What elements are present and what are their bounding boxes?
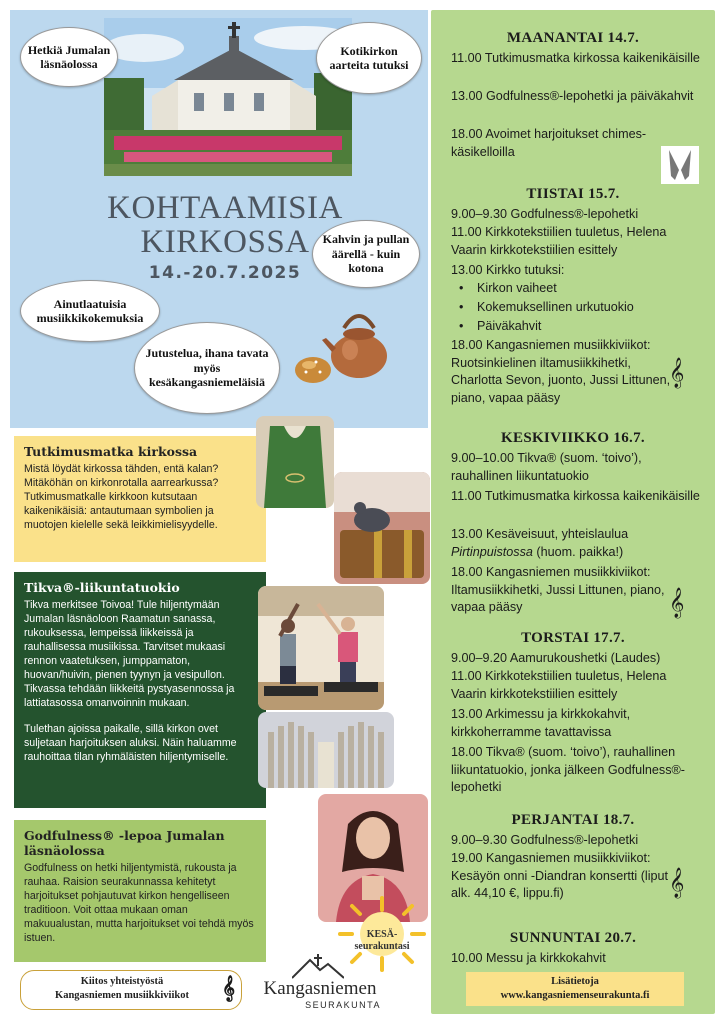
event-item: 13.00 Kesäveisuut, yhteislaulua (451, 527, 629, 541)
music-clef-icon: 𝄞 (221, 976, 235, 1001)
day-heading-friday: PERJANTAI 18.7. (511, 812, 635, 828)
handbells-icon (661, 146, 699, 184)
cloud-text: Kahvin ja pullan äärellä - kuin kotona (322, 232, 410, 276)
day-heading-tuesday: TIISTAI 15.7. (526, 186, 620, 202)
event-item: 9.00–9.30 Godfulness®-lepohetki (451, 207, 639, 221)
event-item: 19.00 Kangasniemen musiikkiviikot: Kesäyön onni -Diandran konsertti (liput alk. 44,10 €, lippu.fi) (451, 851, 669, 901)
cloud-bubble (134, 322, 280, 414)
organ-photo (258, 712, 394, 788)
seurakunta-logo-sub: SEURAKUNTA (305, 1000, 381, 1010)
box-tutkimusmatka (14, 436, 266, 562)
event-item: 11.00 Kirkkotekstiilien tuuletus, Helena Vaarin kirkkotekstiilien esittely (451, 225, 667, 257)
event-item-location (451, 544, 701, 562)
music-clef-icon: 𝄞 (669, 588, 685, 618)
event-item: 18.00 Tikva® (suom. ‘toivo’), rauhallinen liikuntatuokio, jonka jälkeen Godfulness®-lepohetki (451, 745, 685, 795)
event-item: 11.00 Kirkkotekstiilien tuuletus, Helena Vaarin kirkkotekstiilien esittely (451, 669, 667, 701)
coffee-pot-image (322, 300, 396, 380)
event-item: 9.00–9.30 Godfulness®-lepohetki (451, 833, 639, 847)
schedule-panel (431, 10, 715, 1014)
bun-image (294, 352, 332, 384)
box-title: Tikva®-liikuntatuokio (24, 580, 180, 595)
bullet-text: • Päiväkahvit (477, 319, 542, 333)
event-item: 9.00–10.00 Tikva® (suom. ‘toivo’), rauhallinen liikuntatuokio (451, 451, 642, 483)
event-item: 9.00–9.20 Aamurukoushetki (Laudes) (451, 651, 661, 665)
tikva-exercise-photo (258, 586, 384, 710)
church-photo (104, 18, 352, 176)
day-heading-wednesday: KESKIVIIKKO 16.7. (501, 430, 645, 446)
event-item: 11.00 Tutkimusmatka kirkossa kaikenikäisille (451, 489, 700, 503)
cloud-text: Jutustelua, ihana tavata myös kesäkangasniemeläisiä (145, 346, 269, 390)
bullet-text: • Kirkon vaiheet (477, 281, 557, 295)
event-location-italic: Pirtinpuistossa (451, 545, 533, 559)
sun-line2: seurakuntasi (354, 940, 410, 952)
bullet-item (461, 318, 711, 336)
cloud-text: Ainutlaatuisia musiikkikokemuksia (36, 296, 144, 325)
bullet-item (461, 280, 711, 298)
event-item: 18.00 Avoimet harjoitukset chimes-käsikelloilla (451, 127, 647, 159)
page-title-line2: KIRKOSSA (140, 224, 310, 260)
box-tikva (14, 572, 266, 808)
day-heading-sunday: SUNNUNTAI 20.7. (509, 930, 637, 946)
cloud-bubble (316, 22, 422, 94)
kiitos-banner (20, 970, 242, 1010)
day-heading-monday: MAANANTAI 14.7. (506, 30, 640, 46)
vestment-photo (256, 416, 334, 508)
page-title: KOHTAAMISIA (107, 190, 343, 226)
bullet-text: • Kokemuksellinen urkutuokio (477, 300, 634, 314)
box-text-2: Tulethan ajoissa paikalle, sillä kirkon ovet suljetaan harjoituksen aluksi. Näin haluamme rauhoittaa tilan ryhmäläisten hiljentymiselle. (24, 722, 237, 763)
sun-line1: KESÄ- (366, 929, 398, 940)
info-box (466, 972, 684, 1006)
info-url-link[interactable]: www.kangasniemenseurakunta.fi (500, 990, 650, 1002)
sun-badge-text (338, 929, 426, 952)
music-clef-icon: 𝄞 (669, 868, 685, 898)
day-heading-thursday: TORSTAI 17.7. (521, 630, 625, 646)
event-item: 13.00 Godfulness®-lepohetki ja päiväkahvit (451, 89, 694, 103)
cloud-bubble (20, 280, 160, 342)
event-item: 11.00 Tutkimusmatka kirkossa kaikenikäisille (451, 51, 700, 65)
box-title: Godfulness® -lepoa Jumalan läsnäolossa (24, 828, 225, 858)
cloud-bubble (20, 27, 118, 87)
box-godfulness (14, 820, 266, 962)
event-dates: 14.-20.7.2025 (148, 263, 302, 283)
box-text: Mistä löydät kirkossa tähden, entä kalan? Mitäköhän on kirkonrotalla aarrearkussa? Tutkimusmatkalle kirkkoon kutsutaan kaikenikäisiä: antautumaan symbolien ja muotojen kielelle sekä leikkimielisyydelle. (24, 463, 219, 531)
church-mouse-chest-photo (334, 472, 430, 584)
event-location-note: (huom. paikka!) (532, 545, 624, 559)
event-item: 18.00 Kangasniemen musiikkiviikot: Iltamusiikkihetki, Jussi Littunen, piano, vapaa pääsy (451, 565, 665, 615)
bullet-item (461, 299, 711, 317)
event-item: 10.00 Messu ja kirkkokahvit (451, 951, 606, 965)
info-title: Lisätietoja (551, 976, 599, 987)
seurakunta-logo-name: Kangasniemen (263, 978, 377, 999)
box-title: Tutkimusmatka kirkossa (24, 444, 198, 459)
event-item: 18.00 Kangasniemen musiikkiviikot: Ruotsinkielinen iltamusiikkihetki, Charlotta Sevon, juonto, Jussi Littunen, piano, vapaa pääsy (451, 338, 671, 405)
box-text: Godfulness on hetki hiljentymistä, rukousta ja rauhaa. Raision seurakunnassa kehitetyt harjoitukset pohjautuvat kirkon hengelliseen traditioon. Voit ottaa mukaan oman makuualustan, mutta harjoitukset voi tehdä myös istuen. (24, 862, 254, 944)
event-item: 13.00 Kirkko tutuksi: (451, 263, 565, 277)
cloud-text: Kotikirkon aarteita tutuksi (329, 43, 409, 72)
box-text: Tikva merkitsee Toivoa! Tule hiljentymään Jumalan läsnäoloon Raamatun sanassa, rukouksessa, lempeissä liikkeissä ja rauhallisessa musiikissa. Tarvitset mukaasi rennon vaatetuksen, jumppamaton, huovan/huivin, pienen tyynyn ja vesipullon. Tikvassa tehdään liikkeitä pystyasennossa ja lattiatasossa omanvoinnin mukaan. (24, 599, 235, 709)
event-item: 13.00 Arkimessu ja kirkkokahvit, kirkkoherramme tavattavissa (451, 707, 631, 739)
cloud-text: Hetkiä Jumalan läsnäolossa (27, 42, 111, 71)
kiitos-line2: Kangasniemen musiikkiviikot (55, 989, 189, 1001)
kiitos-line1: Kiitos yhteistyöstä (80, 976, 164, 987)
music-clef-icon: 𝄞 (669, 358, 685, 388)
